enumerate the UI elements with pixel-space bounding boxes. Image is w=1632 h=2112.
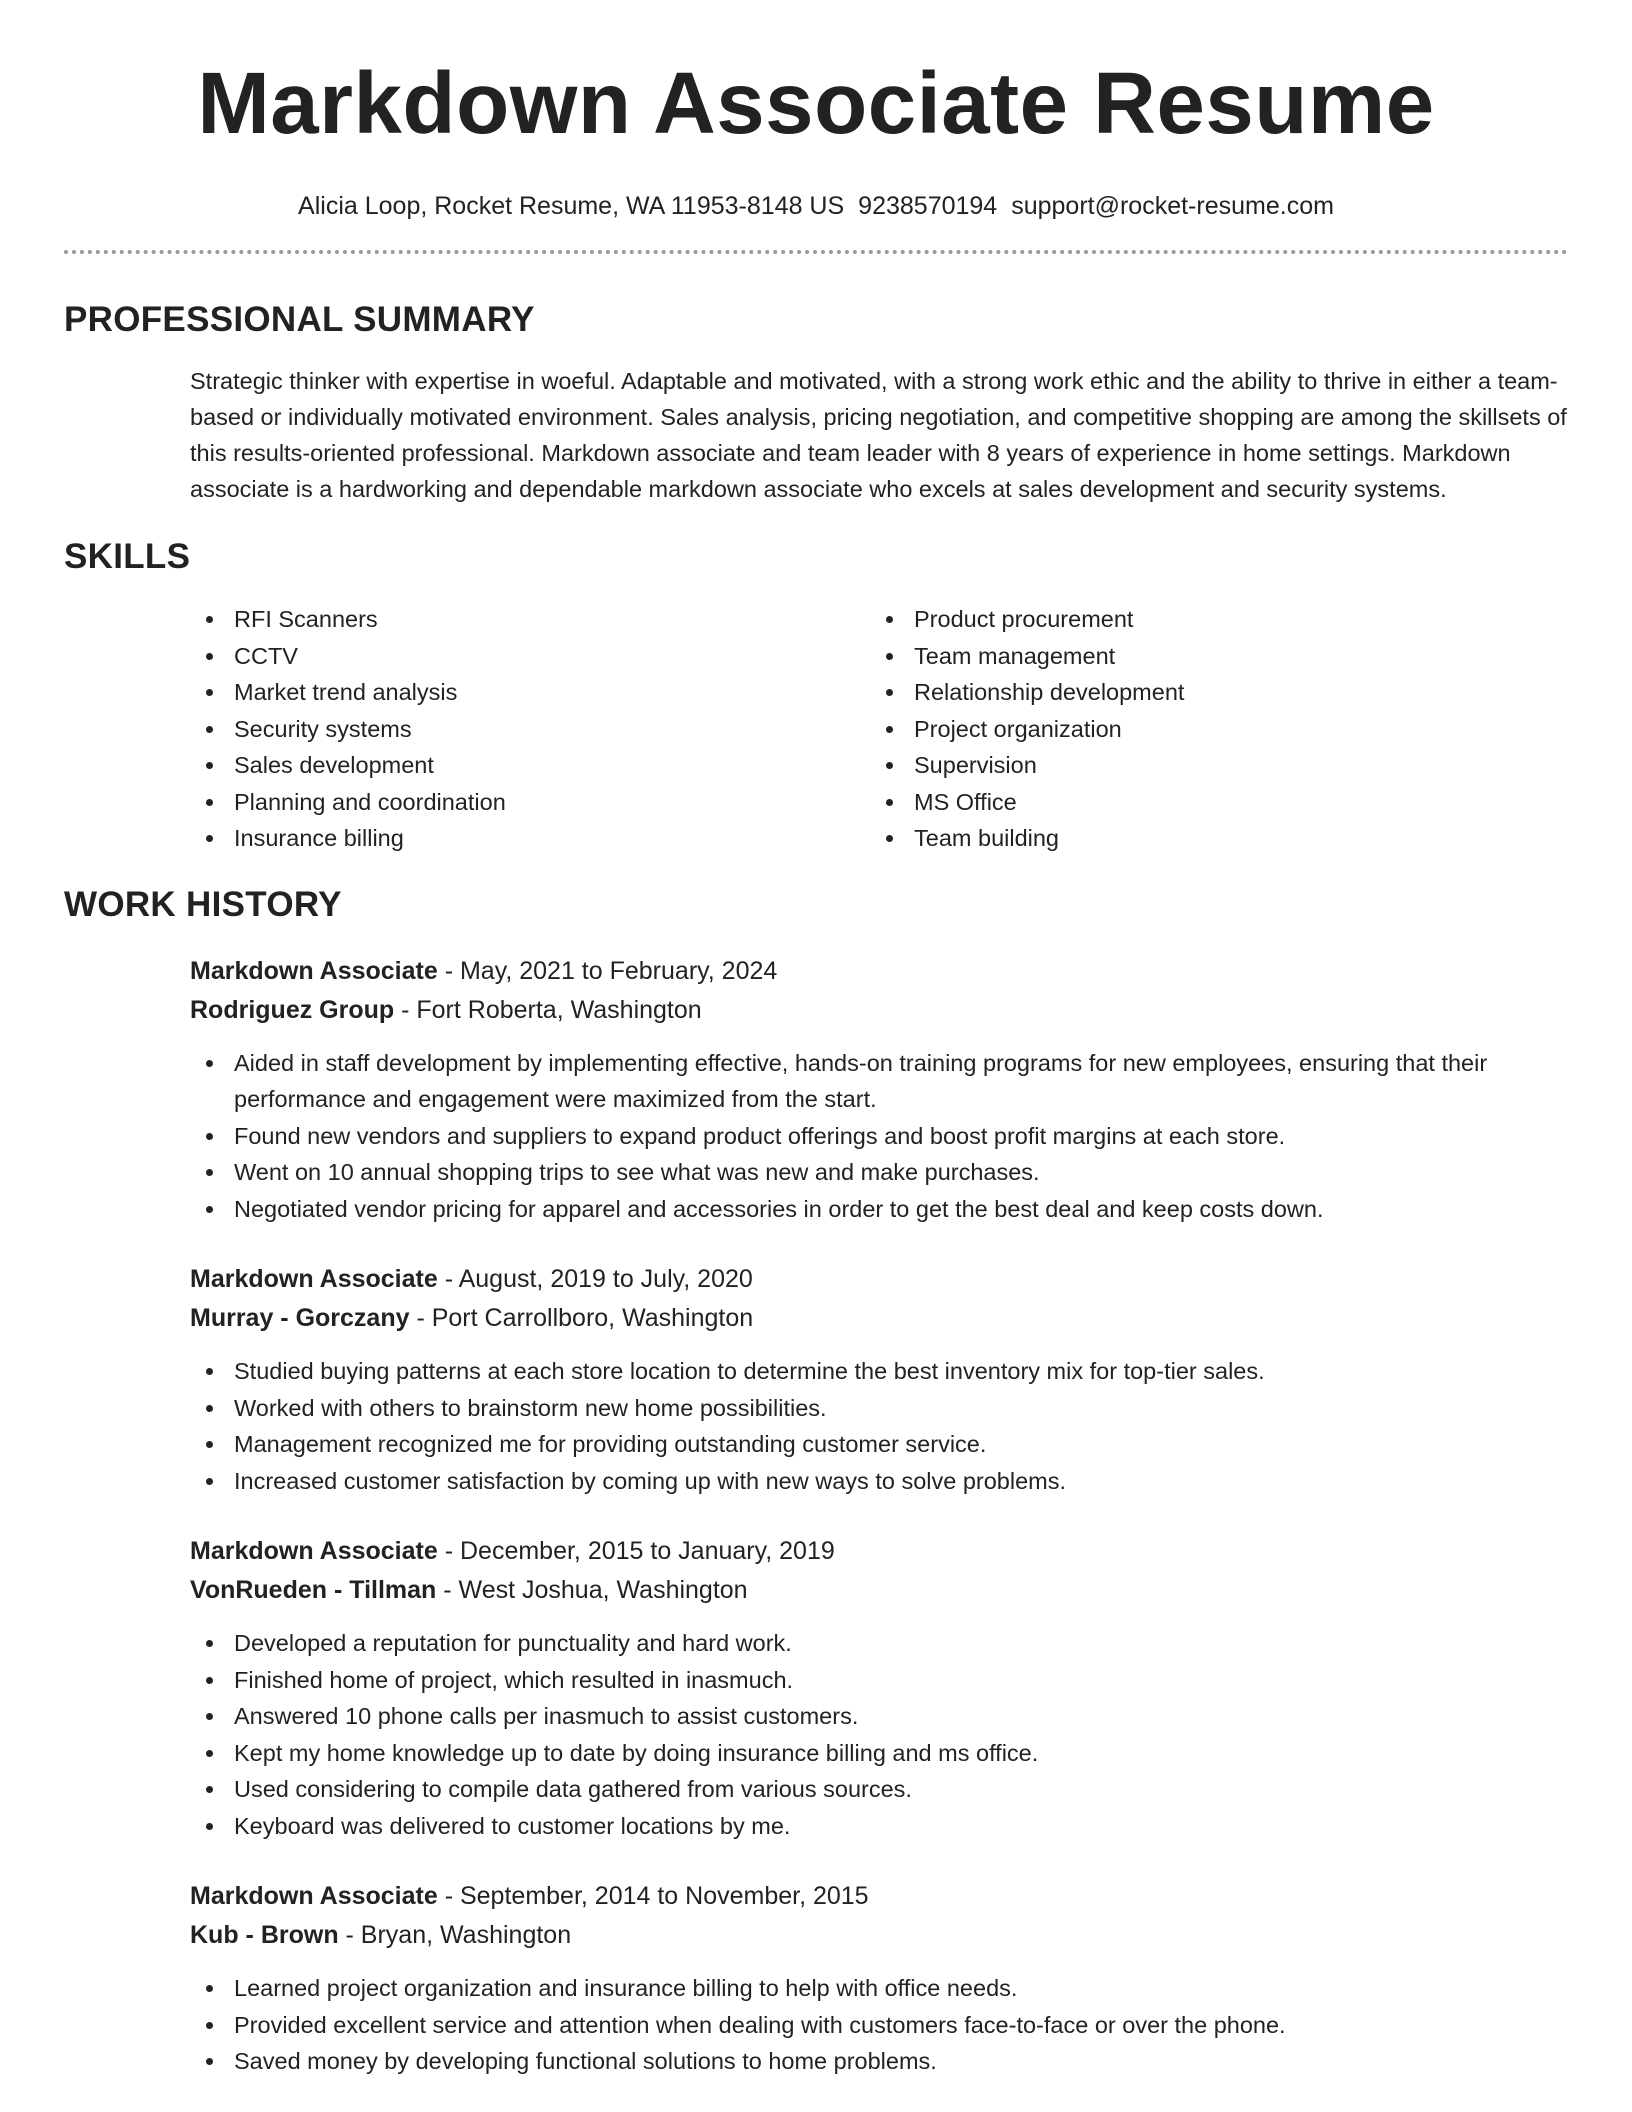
skill-item: Team management — [870, 638, 1550, 675]
job-company: Kub - Brown — [190, 1921, 339, 1949]
job-bullet: Went on 10 annual shopping trips to see what was new and make purchases. — [190, 1154, 1568, 1191]
job-dates: - August, 2019 to July, 2020 — [437, 1265, 753, 1293]
job-location: - Port Carrollboro, Washington — [409, 1304, 754, 1332]
skills-grid — [190, 601, 1568, 857]
job-company-line — [190, 1571, 1568, 1610]
section-heading-skills: SKILLS — [64, 537, 191, 576]
contact-line — [64, 190, 1568, 222]
summary-text: Strategic thinker with expertise in woeful. Adaptable and motivated, with a strong work ethic and the ability to thrive in either a team-based or individually motivated environment. Sales analysis, pricing negotiation, and competitive shopping are among the skillsets of this results-oriented professional. Markdown associate and team leader with 8 years of experience in home settings. Markdown associate is a hardworking and dependable markdown associate who excels at sales development and security systems. — [190, 368, 1567, 502]
job-bullet: Kept my home knowledge up to date by doing insurance billing and ms office. — [190, 1735, 1568, 1772]
job-dates: - May, 2021 to February, 2024 — [437, 956, 778, 985]
job-title-line — [190, 1260, 1568, 1299]
job-entry — [190, 952, 1568, 1228]
contact-phone: 9238570194 — [858, 192, 998, 220]
skills-column-left — [190, 601, 870, 857]
skill-item: MS Office — [870, 784, 1550, 821]
skill-item: Relationship development — [870, 674, 1550, 711]
skill-item: Insurance billing — [190, 820, 870, 857]
skill-item: Project organization — [870, 711, 1550, 748]
job-bullet: Provided excellent service and attention when dealing with customers face-to-face or over the phone. — [190, 2007, 1568, 2044]
job-bullet: Saved money by developing functional solutions to home problems. — [190, 2043, 1568, 2080]
section-heading-work: WORK HISTORY — [64, 884, 342, 924]
job-bullets — [190, 1625, 1568, 1844]
job-bullet: Management recognized me for providing outstanding customer service. — [190, 1426, 1568, 1463]
job-location: - Fort Roberta, Washington — [394, 995, 702, 1024]
job-bullet: Negotiated vendor pricing for apparel and accessories in order to get the best deal and keep costs down. — [190, 1191, 1568, 1228]
job-bullets — [190, 1045, 1568, 1228]
job-company-line — [190, 1299, 1568, 1338]
job-title: Markdown Associate — [190, 1537, 438, 1565]
job-title: Markdown Associate — [190, 1265, 438, 1293]
skill-item: CCTV — [190, 638, 870, 675]
skill-item: Supervision — [870, 747, 1550, 784]
job-company-line — [190, 991, 1568, 1030]
job-bullet: Finished home of project, which resulted in inasmuch. — [190, 1662, 1568, 1699]
job-dates: - September, 2014 to November, 2015 — [437, 1882, 869, 1910]
job-title-line — [190, 1532, 1568, 1571]
job-company: Murray - Gorczany — [190, 1304, 410, 1332]
work-history-section — [64, 883, 1568, 2080]
job-company: VonRueden - Tillman — [190, 1576, 437, 1604]
job-title-line — [190, 1877, 1568, 1916]
job-title: Markdown Associate — [190, 1882, 438, 1910]
job-bullet: Keyboard was delivered to customer locations by me. — [190, 1808, 1568, 1845]
job-bullet: Increased customer satisfaction by coming up with new ways to solve problems. — [190, 1463, 1568, 1500]
job-bullets — [190, 1353, 1568, 1499]
header-divider — [64, 250, 1568, 254]
job-bullet: Learned project organization and insurance billing to help with office needs. — [190, 1970, 1568, 2007]
resume-title: Markdown Associate Resume — [197, 55, 1435, 152]
skill-item: Market trend analysis — [190, 674, 870, 711]
job-title: Markdown Associate — [190, 956, 438, 985]
skill-item: Security systems — [190, 711, 870, 748]
section-heading-summary: PROFESSIONAL SUMMARY — [64, 300, 535, 339]
job-bullet: Worked with others to brainstorm new home possibilities. — [190, 1390, 1568, 1427]
skill-item: Sales development — [190, 747, 870, 784]
job-bullet: Developed a reputation for punctuality and hard work. — [190, 1625, 1568, 1662]
job-bullet: Answered 10 phone calls per inasmuch to assist customers. — [190, 1698, 1568, 1735]
skill-item: Planning and coordination — [190, 784, 870, 821]
skill-item: Team building — [870, 820, 1550, 857]
job-bullet: Aided in staff development by implementing effective, hands-on training programs for new employees, ensuring that their performance and engagement were maximized from the start. — [190, 1045, 1568, 1118]
job-entry — [190, 1260, 1568, 1499]
job-company: Rodriguez Group — [190, 995, 395, 1024]
skills-column-right — [870, 601, 1550, 857]
job-bullet: Used considering to compile data gathered from various sources. — [190, 1771, 1568, 1808]
job-dates: - December, 2015 to January, 2019 — [437, 1537, 835, 1565]
job-entry — [190, 1877, 1568, 2080]
job-bullets — [190, 1970, 1568, 2080]
skill-item: RFI Scanners — [190, 601, 870, 638]
job-bullet: Found new vendors and suppliers to expand product offerings and boost profit margins at each store. — [190, 1118, 1568, 1155]
job-location: - Bryan, Washington — [338, 1921, 572, 1949]
contact-email: support@rocket-resume.com — [1011, 192, 1334, 220]
job-bullet: Studied buying patterns at each store location to determine the best inventory mix for top-tier sales. — [190, 1353, 1568, 1390]
skill-item: Product procurement — [870, 601, 1550, 638]
professional-summary-section — [64, 298, 1568, 507]
job-location: - West Joshua, Washington — [436, 1576, 748, 1604]
contact-address: Alicia Loop, Rocket Resume, WA 11953-8148 US — [298, 192, 845, 220]
skills-section — [64, 535, 1568, 857]
job-entry — [190, 1532, 1568, 1844]
job-title-line — [190, 952, 1568, 991]
job-company-line — [190, 1916, 1568, 1955]
